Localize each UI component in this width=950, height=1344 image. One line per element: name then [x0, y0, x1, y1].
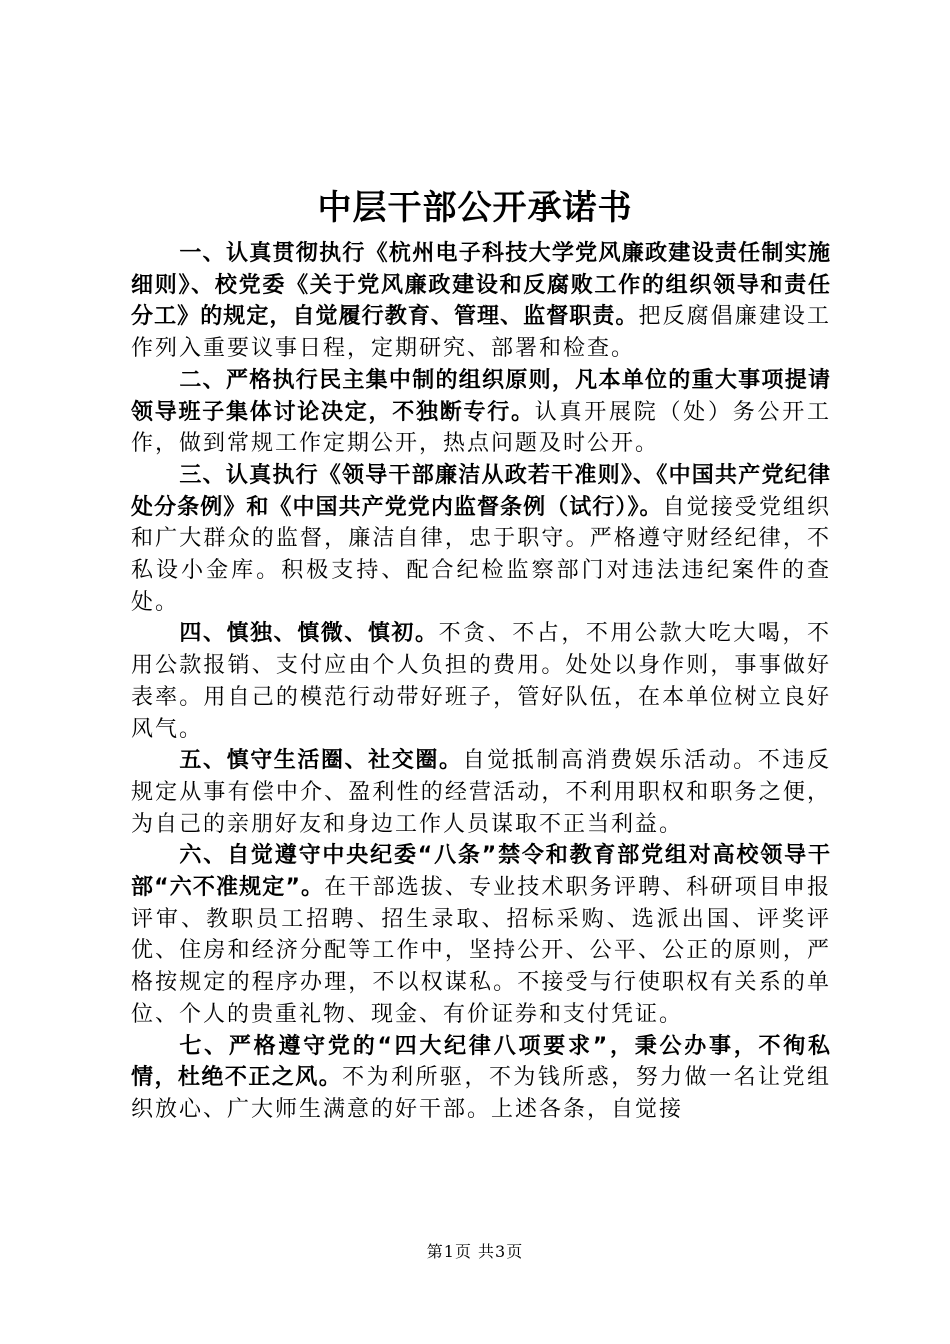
paragraph-text: 把反腐倡廉建设工作列入重要议事日程，定期研究、部署和检查。 — [131, 304, 831, 362]
paragraph-text: 认真开展院（处）务公开工作，做到常规工作定期公开，热点问题及时公开。 — [131, 399, 831, 457]
document-title: 中层干部公开承诺书 — [317, 188, 633, 228]
paragraph-2 — [131, 365, 831, 460]
paragraph-text: 不贪、不占，不用公款大吃大喝，不用公款报销、支付应由个人负担的费用。处处以身作则，事事做好表率。用自己的模范行动带好班子，管好队伍，在本单位树立良好风气。 — [131, 621, 831, 742]
paragraph-5 — [131, 745, 831, 840]
paragraph-lead: 三、认真执行《领导干部廉洁从政若干准则》、《中国共产党纪律处分条例》和《中国共产党党内监督条例（试行）》。 — [131, 462, 831, 520]
paragraph-text: 自觉抵制高消费娱乐活动。不违反规定从事有偿中介、盈利性的经营活动，不利用职权和职务之便，为自己的亲朋好友和身边工作人员谋取不正当利益。 — [131, 748, 831, 837]
paragraph-text: 自觉接受党组织和广大群众的监督，廉洁自律，忠于职守。严格遵守财经纪律，不私设小金库。积极支持、配合纪检监察部门对违法违纪案件的查处。 — [131, 494, 831, 615]
paragraph-text: 不为利所驱，不为钱所惑，努力做一名让党组织放心、广大师生满意的好干部。上述各条，自觉接 — [131, 1065, 831, 1122]
paragraph-lead: 一、认真贯彻执行《杭州电子科技大学党风廉政建设责任制实施细则》、校党委《关于党风廉政建设和反腐败工作的组织领导和责任分工》的规定，自觉履行教育、管理、监督职责。 — [131, 241, 831, 330]
paragraph-lead: 五、慎守生活圈、社交圈。 — [179, 748, 463, 774]
page-footer: 第1页 共3页 — [426, 1242, 524, 1261]
paragraph-lead: 六、自觉遵守中央纪委“八条”禁令和教育部党组对高校领导干部“六不准规定”。 — [131, 843, 831, 901]
paragraph-lead: 四、慎独、慎微、慎初。 — [179, 621, 439, 647]
paragraph-6 — [131, 840, 831, 1030]
paragraph-text: 在干部选拔、专业技术职务评聘、科研项目申报评审、教职员工招聘、招生录取、招标采购、选派出国、评奖评优、住房和经济分配等工作中，坚持公开、公平、公正的原则，严格按规定的程序办理，不以权谋私。不接受与行使职权有关系的单位、个人的贵重礼物、现金、有价证券和支付凭证。 — [131, 875, 831, 1027]
paragraph-lead: 七、严格遵守党的“四大纪律八项要求”，秉公办事，不徇私情，杜绝不正之风。 — [131, 1033, 831, 1091]
paragraph-3 — [131, 460, 831, 619]
paragraph-4 — [131, 618, 831, 745]
document-body — [131, 238, 831, 1126]
paragraph-1 — [131, 238, 831, 365]
paragraph-lead: 二、严格执行民主集中制的组织原则，凡本单位的重大事项提请领导班子集体讨论决定，不独断专行。 — [131, 367, 831, 425]
paragraph-7 — [131, 1031, 831, 1126]
